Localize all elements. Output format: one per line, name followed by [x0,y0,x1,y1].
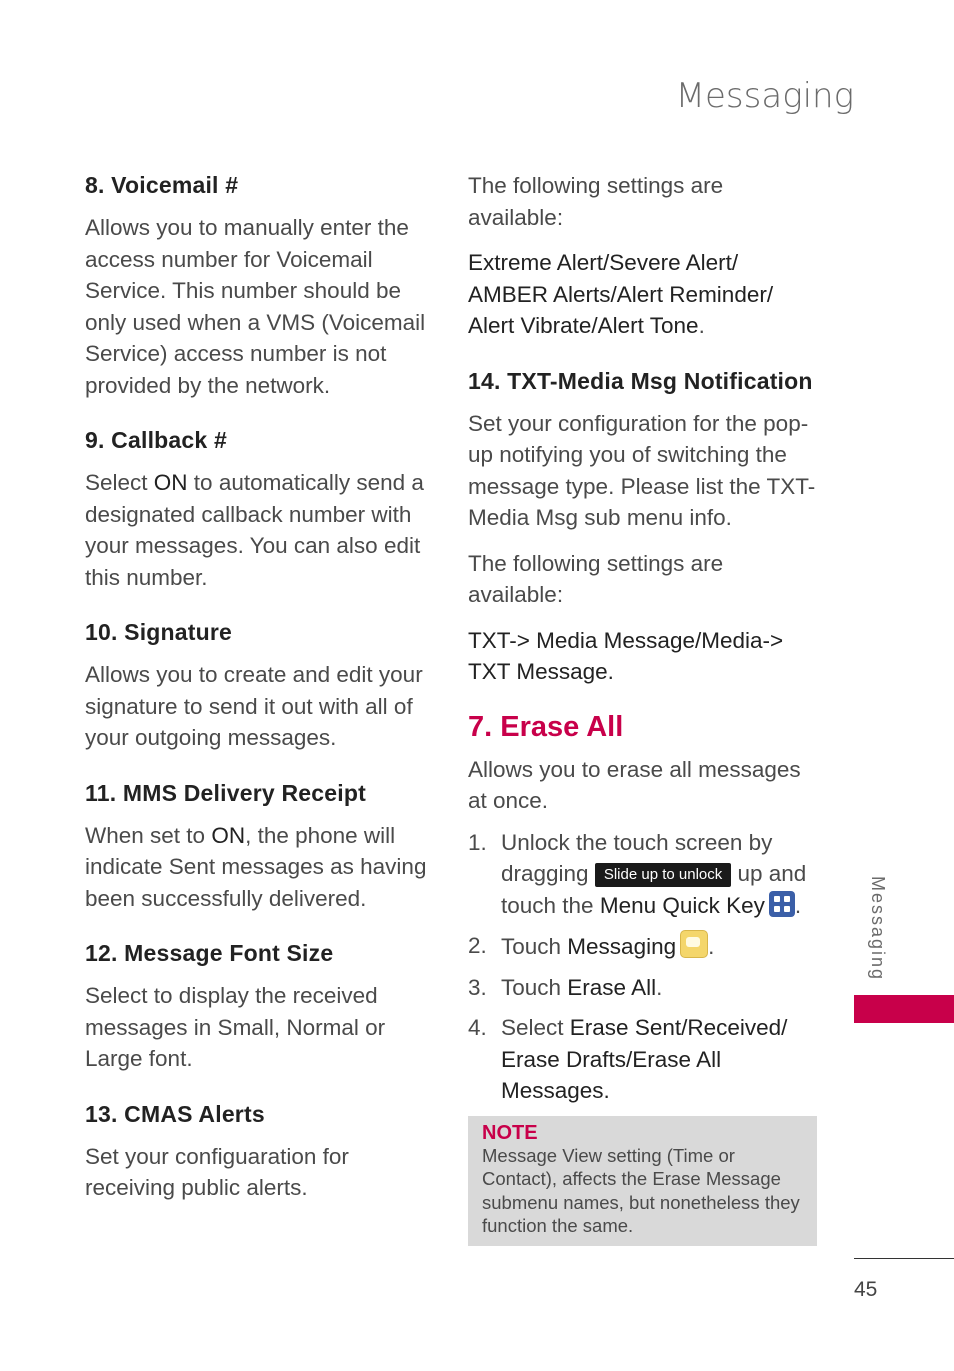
cmas-options [468,247,820,342]
heading-voicemail: 8. Voicemail # [85,172,239,198]
txt-media-intro: The following settings are available: [468,550,724,607]
body-font-size: Select to display the received messages in Small, Normal or Large font. [85,983,386,1071]
erase-steps [468,827,820,1107]
text-segment: Touch [501,974,568,1000]
body-txt-media: Set your configuration for the pop-up notifying you of switching the message type. Please list the TXT-Media Msg sub menu info. [468,410,816,530]
text-segment: , the phone will indicate Sent messages as having been successfully delivered. [85,822,427,911]
section-txt-media [468,366,820,688]
side-tab-marker [854,995,954,1023]
text-segment: . [656,974,663,1000]
section-erase-all [468,708,820,1246]
text-segment: . [698,313,705,338]
heading-cmas: 13. CMAS Alerts [85,1100,265,1127]
erase-all-term: Erase All [567,974,657,1000]
text-segment: up and touch the [501,861,807,918]
heading-txt-media: 14. TXT-Media Msg Notification [468,367,813,394]
body-erase-all: Allows you to erase all messages at once. [468,756,801,813]
section-voicemail [85,170,435,401]
slide-to-unlock-badge: Slide up to unlock [595,863,731,887]
options-text: Extreme Alert/Severe Alert/ AMBER Alerts/Alert Reminder/ Alert Vibrate/Alert Tone [468,250,774,338]
menu-quick-key-icon [769,891,795,917]
body-cmas: Set your configuaration for receiving public alerts. [85,1143,349,1200]
page-number: 45 [854,1278,878,1301]
body-callback [85,467,435,593]
note-label: NOTE [482,1121,538,1144]
on-term: ON [153,470,188,495]
text-segment: Select [85,470,154,495]
page-divider [854,1258,954,1259]
section-mms [85,778,435,915]
section-font-size [85,938,435,1075]
list-item [468,827,820,922]
body-signature: Allows you to create and edit your signature to send it out with all of your outgoing messages. [85,662,423,750]
heading-erase-all: 7. Erase All [468,710,624,743]
text-segment: . [794,892,802,918]
step-number: 4. [468,1015,487,1040]
menu-quick-key-term: Menu Quick Key [599,892,765,918]
heading-font-size: 12. Message Font Size [85,940,334,966]
list-item [468,930,820,963]
page-header-title: Messaging [675,76,854,116]
right-column [468,170,820,1270]
on-term: ON [211,822,246,848]
text-segment: Unlock the touch screen by dragging [501,829,773,886]
step-number: 1. [468,829,487,855]
step-number: 3. [468,974,487,1000]
erase-options-term: Erase Sent/Received/ Erase Drafts/Erase All Messages. [501,1015,788,1103]
txt-media-options: TXT-> Media Message/Media-> TXT Message. [468,627,784,684]
text-segment: Touch [501,934,568,959]
body-voicemail: Allows you to manually enter the access number for Voicemail Service. This number should be only used when a VMS (Voicemail Service) access number is not provided by the network. [85,215,426,398]
note-box [468,1116,817,1246]
left-column [85,170,435,1228]
heading-signature: 10. Signature [85,619,233,645]
section-callback [85,425,435,593]
messaging-app-icon [680,930,708,958]
list-item [468,972,820,1004]
side-tab-label: Messaging [868,876,888,982]
heading-mms: 11. MMS Delivery Receipt [85,779,366,806]
cmas-intro: The following settings are available: [468,173,724,230]
text-segment: Select [501,1015,570,1040]
section-signature [85,617,435,754]
text-segment: to automatically send a designated callback number with your messages. You can also edit this number. [85,470,424,590]
step-number: 2. [468,933,487,958]
text-segment: When set to [85,822,212,848]
body-mms [85,820,435,915]
heading-callback: 9. Callback # [85,427,227,453]
note-text: Message View setting (Time or Contact), affects the Erase Message submenu names, but nonetheless they function the same. [482,1144,800,1236]
text-segment: . [708,934,715,959]
section-cmas-continued [468,170,820,342]
list-item [468,1012,820,1107]
section-cmas [85,1099,435,1204]
messaging-term: Messaging [567,934,677,959]
